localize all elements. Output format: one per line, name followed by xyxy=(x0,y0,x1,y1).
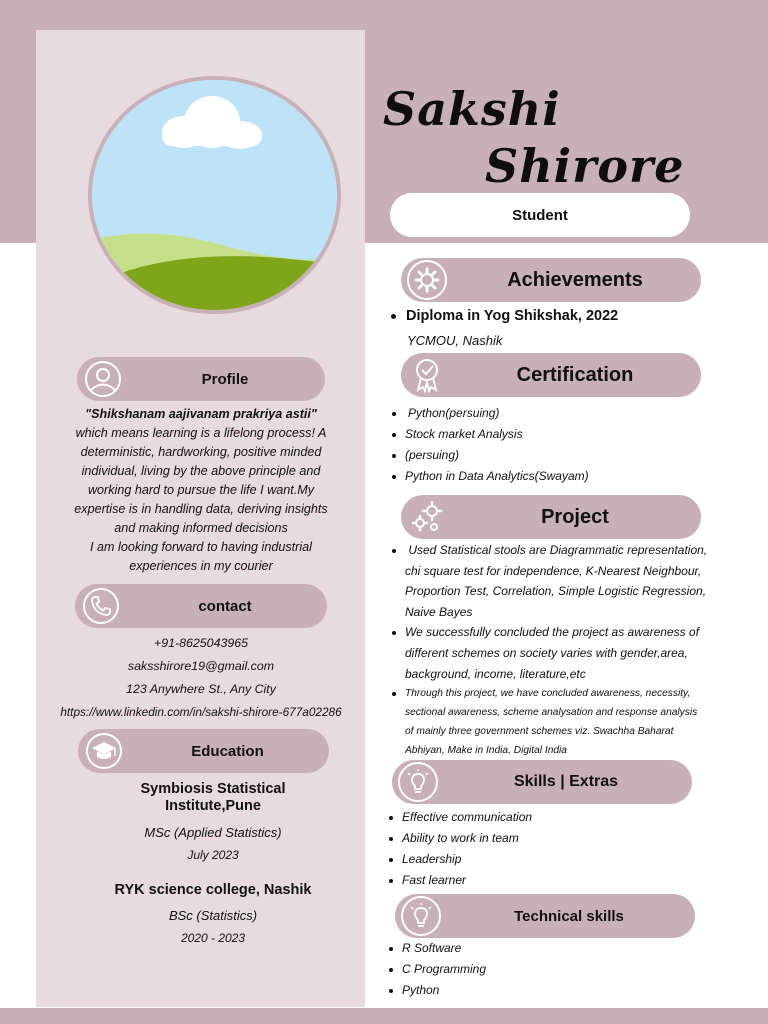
contact-title: contact xyxy=(198,597,252,615)
contact-email[interactable]: saksshirore19@gmail.com xyxy=(127,659,275,673)
education-title: Education xyxy=(191,742,264,760)
profile-photo xyxy=(88,76,341,314)
list-item-line: chi square test for independence, K-Nearest Neighbour, xyxy=(405,563,702,578)
list-item-line: sectional awareness, scheme analysation and response analysis xyxy=(405,707,698,719)
lightbulb-icon xyxy=(401,896,441,936)
achievements-list xyxy=(388,306,618,326)
project-title: Project xyxy=(541,505,609,528)
list-item: Leadership xyxy=(386,849,746,870)
list-item: (persuing) xyxy=(389,445,749,466)
list-item xyxy=(389,684,754,760)
list-item: Python in Data Analytics(Swayam) xyxy=(389,466,749,487)
list-item xyxy=(389,540,754,622)
education-date: 2020 - 2023 xyxy=(180,931,246,945)
profile-title: Profile xyxy=(201,370,249,388)
graduation-cap-icon xyxy=(84,731,124,771)
achievement-issuer: YCMOU, Nashik xyxy=(407,333,503,348)
list-item-line: of mainly three government schemes viz. Swachha Baharat xyxy=(405,726,674,738)
list-item-line: Naive Bayes xyxy=(405,604,473,619)
list-item: C Programming xyxy=(386,959,746,980)
achievements-header xyxy=(401,258,701,302)
contact-address: 123 Anywhere St., Any City xyxy=(126,682,276,696)
contact-linkedin-link[interactable]: https://www.linkedin.com/in/sakshi-shirore-677a02286 xyxy=(60,705,342,719)
profile-line: I am looking forward to having industrial xyxy=(90,540,312,554)
technical-skills-list xyxy=(386,938,746,1001)
certificate-badge-icon xyxy=(407,355,447,395)
list-item: Ability to work in team xyxy=(386,828,746,849)
user-icon xyxy=(83,359,123,399)
list-item-line: Through this project, we have concluded awareness, necessity, xyxy=(405,688,691,700)
technical-skills-title: Technical skills xyxy=(514,907,624,925)
list-item: Stock market Analysis xyxy=(389,424,749,445)
certification-header xyxy=(401,353,701,397)
education-school: RYK science college, Nashik xyxy=(114,882,312,898)
contact-header xyxy=(75,584,327,628)
list-item-line: different schemes on society varies with gender,area, xyxy=(405,645,688,660)
profile-line: individual, living by the above principle and xyxy=(81,464,321,478)
education-date: July 2023 xyxy=(187,848,239,862)
achievements-title: Achievements xyxy=(507,268,643,291)
lightbulb-icon xyxy=(398,762,438,802)
contact-details xyxy=(38,632,364,724)
profile-line: experiences in my courier xyxy=(129,559,273,573)
gear-icon xyxy=(407,260,447,300)
list-item-line: background, income, literature,etc xyxy=(405,666,586,681)
cogs-icon xyxy=(407,497,447,537)
skills-title: Skills | Extras xyxy=(513,773,619,790)
profile-line: and making informed decisions xyxy=(114,521,288,535)
profile-text xyxy=(46,405,356,576)
name-first: Sakshi xyxy=(383,82,561,136)
list-item: Effective communication xyxy=(386,807,746,828)
profile-line: working hard to pursue the life I want.My xyxy=(87,483,315,497)
list-item-line: Abhiyan, Make in India, Digital India xyxy=(405,745,567,757)
education-school: Symbiosis Statistical xyxy=(140,781,286,797)
list-item: Fast learner xyxy=(386,870,746,891)
role-badge: Student xyxy=(390,193,690,237)
list-item: Python xyxy=(386,980,746,1001)
profile-header xyxy=(77,357,325,401)
contact-phone[interactable]: +91-8625043965 xyxy=(153,636,249,650)
project-list xyxy=(389,540,754,760)
profile-line: deterministic, hardworking, positive minded xyxy=(80,445,322,459)
certification-title: Certification xyxy=(516,363,634,386)
list-item-line: Used Statistical stools are Diagrammatic representation, xyxy=(405,543,708,557)
education-degree: MSc (Applied Statistics) xyxy=(144,825,282,840)
technical-skills-header xyxy=(395,894,695,938)
profile-quote: "Shikshanam aajivanam prakriya astii" xyxy=(85,407,317,421)
project-header xyxy=(401,495,701,539)
list-item-line: Proportion Test, Correlation, Simple Logistic Regression, xyxy=(405,584,707,599)
list-item: R Software xyxy=(386,938,746,959)
profile-line: which means learning is a lifelong process! A xyxy=(75,426,327,440)
education-school: Institute,Pune xyxy=(165,798,261,814)
education-degree: BSc (Statistics) xyxy=(168,908,258,923)
profile-line: expertise is in handling data, deriving insights xyxy=(74,502,328,516)
list-item: Diploma in Yog Shikshak, 2022 xyxy=(388,306,618,326)
list-item xyxy=(389,622,754,684)
skills-list xyxy=(386,807,746,891)
name-last: Shirore xyxy=(485,139,685,193)
education-header xyxy=(78,729,329,773)
phone-icon xyxy=(81,586,121,626)
landscape-illustration xyxy=(92,80,337,310)
education-entry xyxy=(46,781,380,815)
list-item: Python(persuing) xyxy=(389,403,749,424)
skills-header xyxy=(392,760,692,804)
footer-band xyxy=(0,1008,768,1024)
list-item-line: We successfully concluded the project as awareness of xyxy=(405,625,699,640)
certification-list xyxy=(389,403,749,487)
